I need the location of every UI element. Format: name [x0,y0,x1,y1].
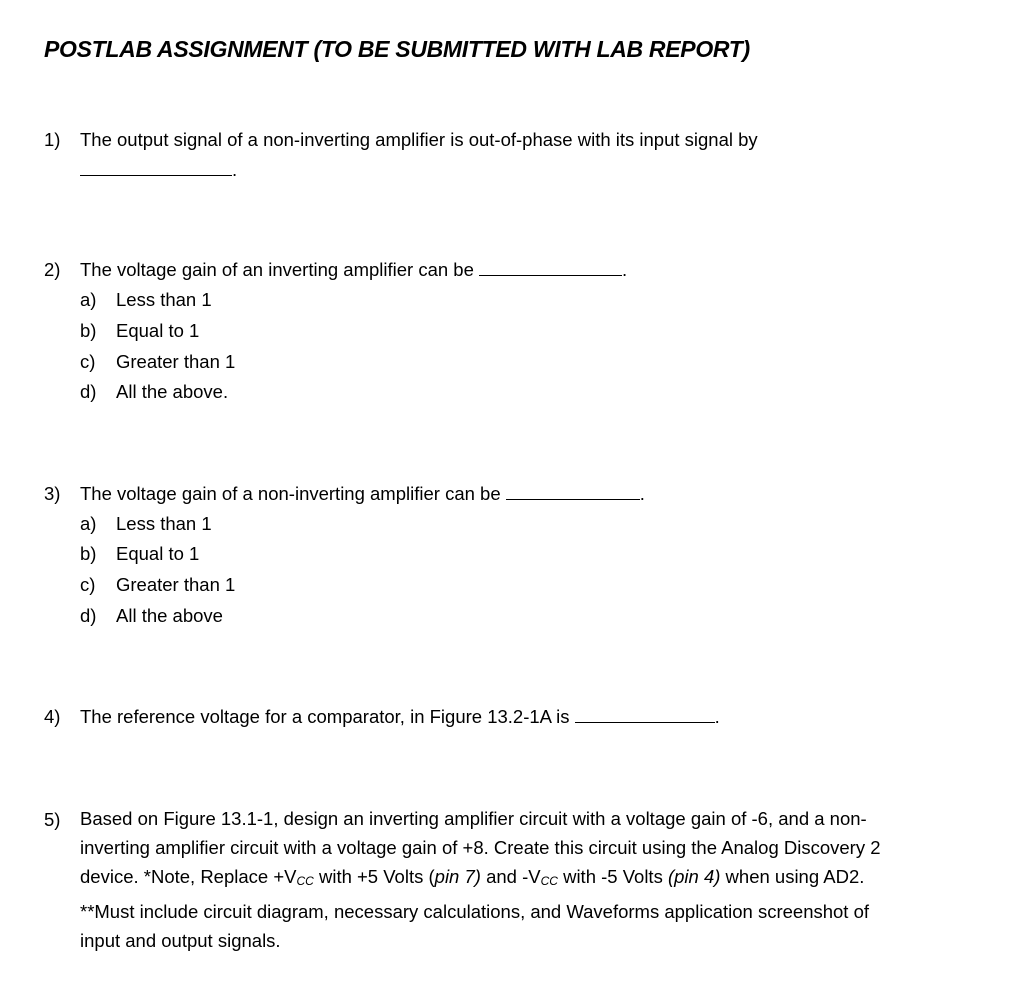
q3-option-c-text: Greater than 1 [116,574,236,595]
q5-line-2: inverting amplifier circuit with a voltage gain of +8. Create this circuit using the Analog Discovery 2 [80,837,881,859]
q4-end: . [714,706,720,727]
q3-option-b-letter: b) [80,543,97,564]
q5-pin7: pin 7) [434,866,481,888]
q3-option-a-letter: a) [80,513,97,534]
q5-line-3 [80,862,980,896]
vcc-subscript-2: CC [540,874,558,889]
q5-line-3-b: with +5 Volts ( [313,866,435,888]
q2-question-line [80,258,627,282]
q5-line-5: input and output signals. [80,929,281,951]
q4-question-line [80,705,720,729]
q5-line-3-c: and -V [480,866,541,888]
q4-text: The reference voltage for a comparator, in Figure 13.2-1A is [80,706,570,727]
q2-option-c-letter: c) [80,351,96,372]
q5-line-1: Based on Figure 13.1-1, design an inverting amplifier circuit with a voltage gain of -6, and a non- [80,808,867,829]
q3-question-line [80,482,645,506]
q2-option-d-letter: d) [80,381,97,402]
q3-number: 3) [44,483,61,504]
q3-option-a-text: Less than 1 [116,513,212,534]
q1-number: 1) [44,129,61,150]
q5-number: 5) [44,809,61,830]
q2-end: . [622,259,628,280]
q2-blank[interactable] [479,258,622,276]
q3-option-d-text: All the above [116,605,223,626]
q5-line-4: **Must include circuit diagram, necessary calculations, and Waveforms application screenshot of [80,900,870,922]
q3-end: . [639,483,645,504]
q5-line-3-e: when using AD2. [720,866,865,888]
q2-number: 2) [44,259,61,280]
q2-option-b-letter: b) [80,320,97,341]
q3-option-c-letter: c) [80,574,96,595]
q2-option-d-text: All the above. [116,381,229,402]
q2-text: The voltage gain of an inverting amplifier can be [80,259,474,280]
q1-text: The output signal of a non-inverting amplifier is out-of-phase with its input signal by [80,129,758,150]
q2-option-a-letter: a) [80,289,97,310]
q3-option-b-text: Equal to 1 [116,543,200,564]
q1-blank[interactable] [80,158,232,176]
q1-end: . [232,159,238,180]
vcc-subscript-1: CC [296,874,314,889]
q3-option-d-letter: d) [80,605,97,626]
page-title: POSTLAB ASSIGNMENT (TO BE SUBMITTED WITH LAB REPORT) [44,36,750,62]
q4-number: 4) [44,706,61,727]
q1-answer-line [80,158,237,182]
q4-blank[interactable] [575,705,715,723]
q5-pin4: (pin 4) [667,866,721,888]
q2-option-a-text: Less than 1 [116,289,212,310]
q5-line-3-a: device. *Note, Replace +V [80,866,297,888]
q3-blank[interactable] [506,482,640,500]
q2-option-c-text: Greater than 1 [116,351,236,372]
q5-body [80,804,980,955]
q3-text: The voltage gain of a non-inverting amplifier can be [80,483,501,504]
q2-option-b-text: Equal to 1 [116,320,200,341]
q5-line-3-d: with -5 Volts [557,866,668,888]
